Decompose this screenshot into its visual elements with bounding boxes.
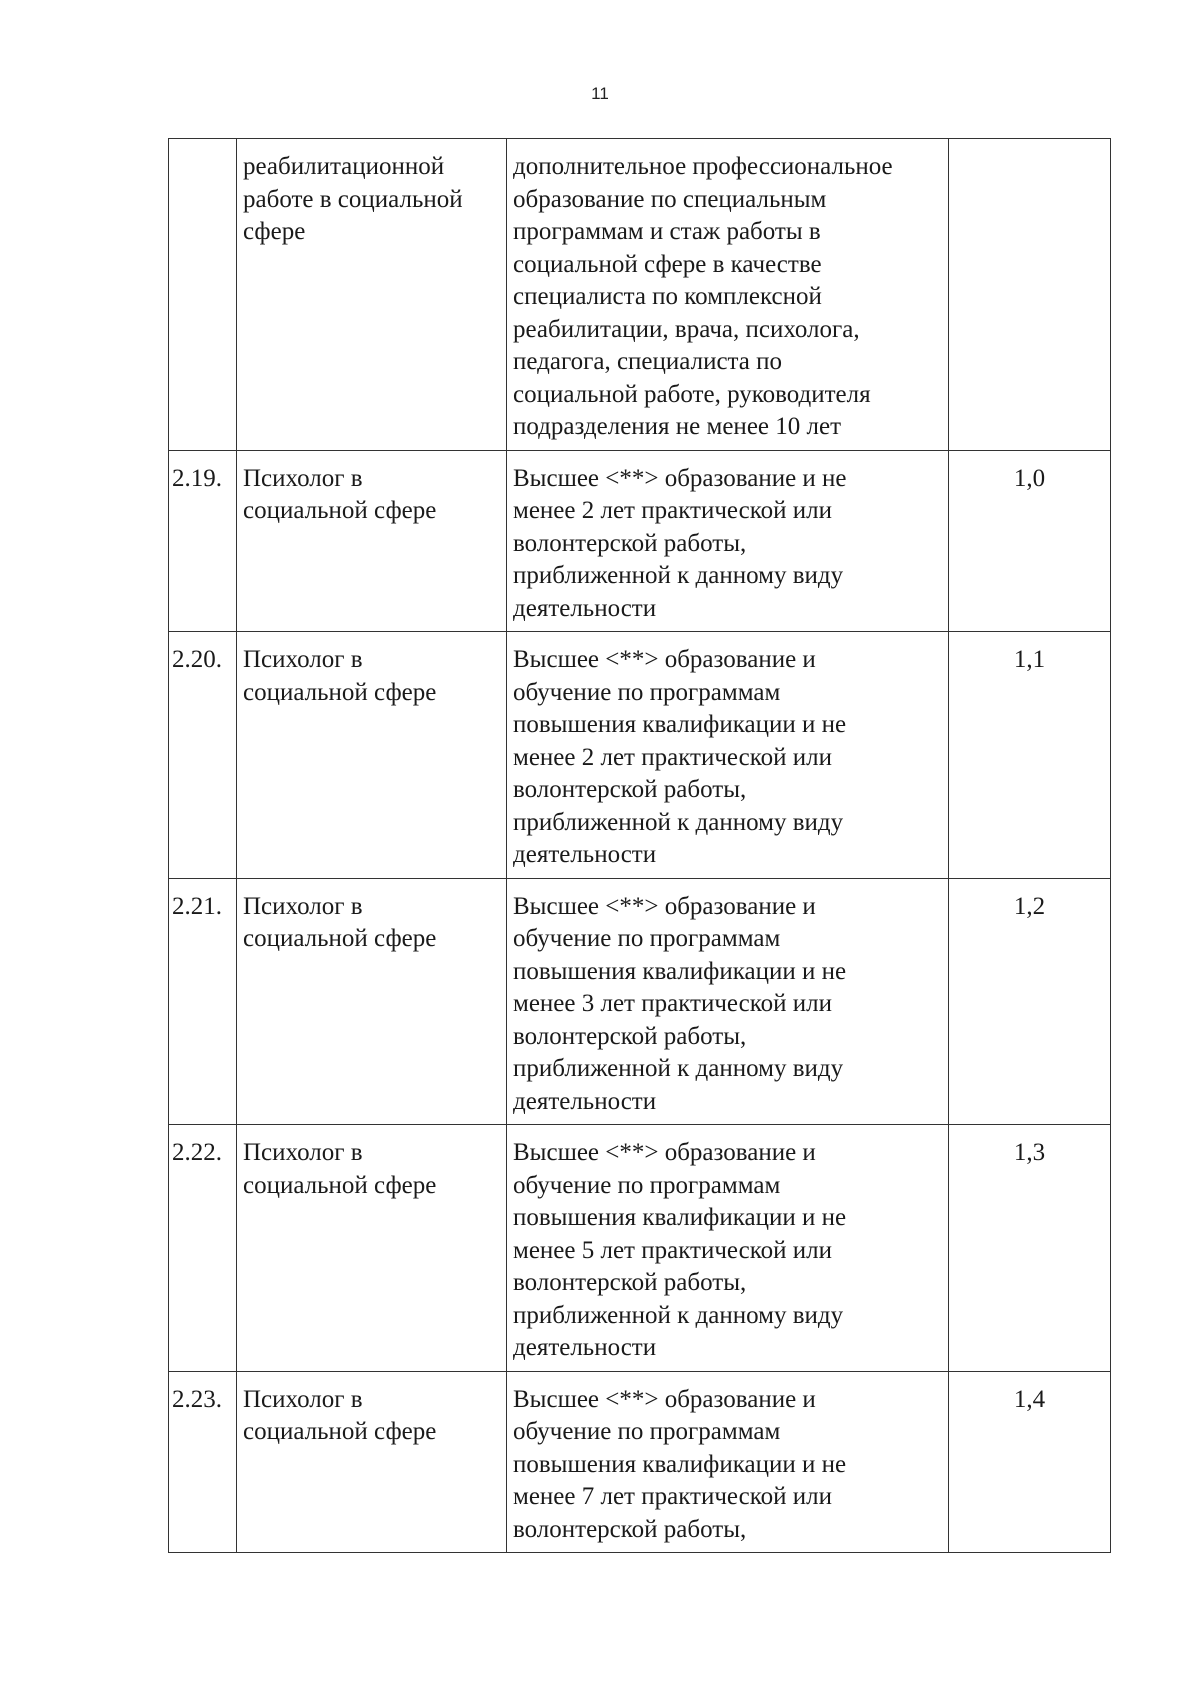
requirements-cell: Высшее <**> образование и обучение по программам повышения квалификации и не менее 2 лет практической или волонтерской работы, приближенной к данному виду деятельности (507, 632, 949, 879)
coefficient-cell: 1,4 (949, 1371, 1111, 1553)
row-number-cell: 2.23. (169, 1371, 237, 1553)
requirements-cell: Высшее <**> образование и не менее 2 лет практической или волонтерской работы, приближенной к данному виду деятельности (507, 450, 949, 632)
coefficient-cell (949, 139, 1111, 451)
position-cell: Психолог в социальной сфере (237, 450, 507, 632)
row-number-cell: 2.21. (169, 878, 237, 1125)
requirements-cell: Высшее <**> образование и обучение по программам повышения квалификации и не менее 5 лет практической или волонтерской работы, приближенной к данному виду деятельности (507, 1125, 949, 1372)
coefficient-cell: 1,0 (949, 450, 1111, 632)
table-row (169, 632, 1111, 879)
page-number: 11 (591, 84, 609, 103)
position-cell: Психолог в социальной сфере (237, 1371, 507, 1553)
position-cell: Психолог в социальной сфере (237, 1125, 507, 1372)
table-row (169, 139, 1111, 451)
coefficient-cell: 1,3 (949, 1125, 1111, 1372)
row-number-cell (169, 139, 237, 451)
row-number-cell: 2.20. (169, 632, 237, 879)
requirements-cell: дополнительное профессиональное образование по специальным программам и стаж работы в социальной сфере в качестве специалиста по комплексной реабилитации, врача, психолога, педагога, специалиста по социальной работе, руководителя подразделения не менее 10 лет (507, 139, 949, 451)
table-row (169, 450, 1111, 632)
table-row (169, 1125, 1111, 1372)
row-number-cell: 2.22. (169, 1125, 237, 1372)
requirements-cell: Высшее <**> образование и обучение по программам повышения квалификации и не менее 7 лет практической или волонтерской работы, (507, 1371, 949, 1553)
position-cell: реабилитационной работе в социальной сфере (237, 139, 507, 451)
position-cell: Психолог в социальной сфере (237, 878, 507, 1125)
position-cell: Психолог в социальной сфере (237, 632, 507, 879)
qualification-table (168, 138, 1111, 1553)
requirements-cell: Высшее <**> образование и обучение по программам повышения квалификации и не менее 3 лет практической или волонтерской работы, приближенной к данному виду деятельности (507, 878, 949, 1125)
coefficient-cell: 1,1 (949, 632, 1111, 879)
table-row (169, 878, 1111, 1125)
table-row (169, 1371, 1111, 1553)
coefficient-cell: 1,2 (949, 878, 1111, 1125)
row-number-cell: 2.19. (169, 450, 237, 632)
